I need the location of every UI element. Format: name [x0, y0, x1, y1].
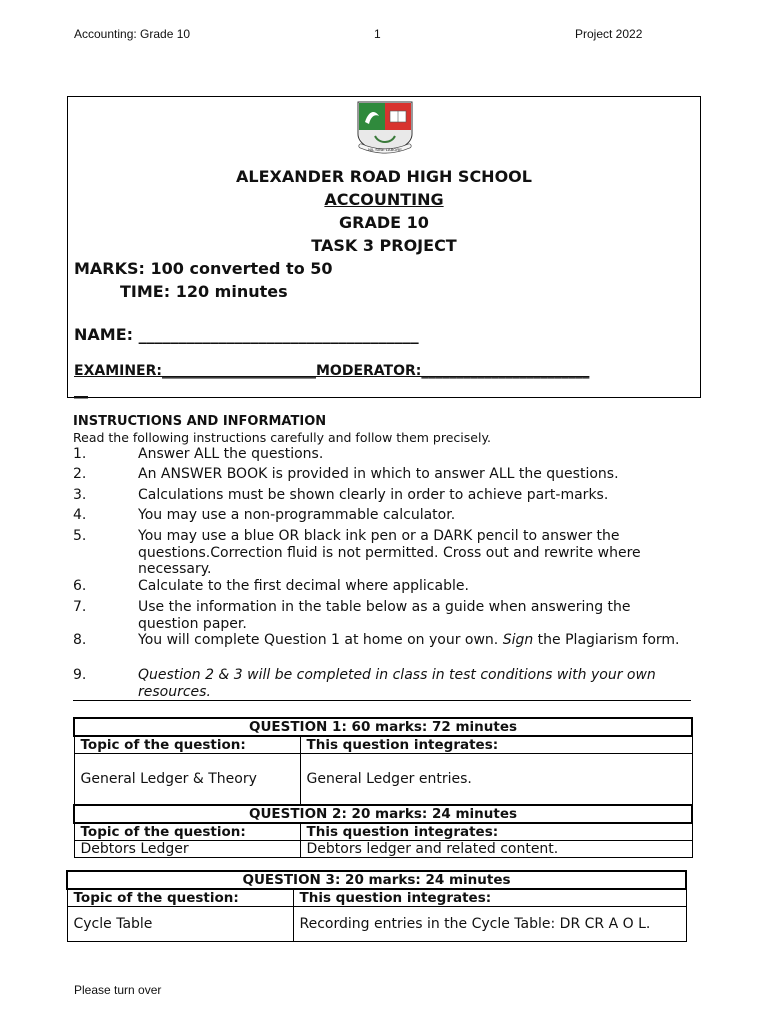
school-crest-icon: [355, 100, 415, 156]
item-number: 5.: [73, 528, 87, 544]
topic-header: Topic of the question:: [74, 823, 300, 841]
school-name: ALEXANDER ROAD HIGH SCHOOL: [236, 167, 532, 186]
time-line: TIME: 120 minutes: [120, 282, 288, 301]
name-field[interactable]: NAME: ___________________________________: [74, 325, 419, 344]
instruction-item: [73, 466, 693, 483]
item-text: Answer ALL the questions.: [138, 446, 324, 462]
integrates-cell: Recording entries in the Cycle Table: DR CR A O L.: [293, 907, 686, 942]
integrates-cell: General Ledger entries.: [300, 754, 692, 805]
instructions-title: INSTRUCTIONS AND INFORMATION: [73, 414, 327, 429]
cover-box: [67, 96, 701, 398]
instruction-item: [73, 446, 693, 463]
instruction-item: [73, 528, 693, 578]
item-text: Use the information in the table below as a guide when answering the question paper.: [138, 599, 631, 632]
item-text-b: the Plagiarism form.: [533, 632, 680, 648]
item-text-italic: Sign: [502, 632, 534, 648]
item-text: Question 2 & 3 will be completed in class in test conditions with your own resources.: [138, 667, 656, 700]
moderator-field[interactable]: MODERATOR:________________________: [316, 363, 590, 379]
grade-title: GRADE 10: [339, 213, 429, 232]
item-text: You may use a blue OR black ink pen or a DARK pencil to answer the questions.Correction fluid is not permitted. Cross out and rewrite where necessary.: [138, 528, 641, 577]
question-heading: QUESTION 1: 60 marks: 72 minutes: [74, 718, 692, 736]
item-text: Calculations must be shown clearly in order to achieve part-marks.: [138, 487, 609, 503]
integrates-cell: Debtors ledger and related content.: [300, 841, 692, 858]
item-text: Calculate to the first decimal where applicable.: [138, 578, 469, 594]
instruction-item: [73, 487, 693, 504]
header-left: Accounting: Grade 10: [74, 27, 191, 41]
item-number: 3.: [73, 487, 87, 503]
topic-cell: Cycle Table: [67, 907, 293, 942]
subject-title: ACCOUNTING: [324, 190, 444, 209]
item-number: 9.: [73, 667, 87, 683]
topic-cell: Debtors Ledger: [74, 841, 300, 858]
header-right: Project 2022: [575, 27, 643, 41]
question-table-3: [66, 870, 687, 942]
integrates-header: This question integrates:: [300, 736, 692, 754]
integrates-header: This question integrates:: [300, 823, 692, 841]
page-number: 1: [374, 27, 381, 41]
divider: [73, 700, 691, 701]
instruction-item: [73, 507, 693, 524]
topic-header: Topic of the question:: [67, 889, 293, 907]
item-number: 2.: [73, 466, 87, 482]
examiner-moderator-line: [74, 361, 694, 401]
item-number: 6.: [73, 578, 87, 594]
instructions-intro: Read the following instructions carefully and follow them precisely.: [73, 430, 492, 445]
overflow-line: __: [74, 383, 88, 399]
item-number: 7.: [73, 599, 87, 615]
footer-note: Please turn over: [74, 983, 162, 997]
marks-line: MARKS: 100 converted to 50: [74, 259, 333, 278]
examiner-field[interactable]: EXAMINER:______________________: [74, 363, 316, 379]
topic-header: Topic of the question:: [74, 736, 300, 754]
item-text-a: You will complete Question 1 at home on your own.: [138, 632, 503, 648]
instruction-item: [73, 632, 693, 649]
item-number: 8.: [73, 632, 87, 648]
item-text: An ANSWER BOOK is provided in which to answer ALL the questions.: [138, 466, 619, 482]
question-heading: QUESTION 3: 20 marks: 24 minutes: [67, 871, 686, 889]
question-table-2: [73, 804, 693, 858]
crest-motto: NIL SINE LABORE: [368, 147, 402, 152]
item-text: You may use a non-programmable calculator.: [138, 507, 456, 523]
item-number: 4.: [73, 507, 87, 523]
topic-cell: General Ledger & Theory: [74, 754, 300, 805]
integrates-header: This question integrates:: [293, 889, 686, 907]
question-table-1: [73, 717, 693, 805]
item-number: 1.: [73, 446, 87, 462]
instruction-item: [73, 667, 693, 700]
instruction-item: [73, 578, 693, 595]
question-heading: QUESTION 2: 20 marks: 24 minutes: [74, 805, 692, 823]
task-title: TASK 3 PROJECT: [311, 236, 457, 255]
instruction-item: [73, 599, 693, 632]
item-text: [138, 632, 693, 649]
